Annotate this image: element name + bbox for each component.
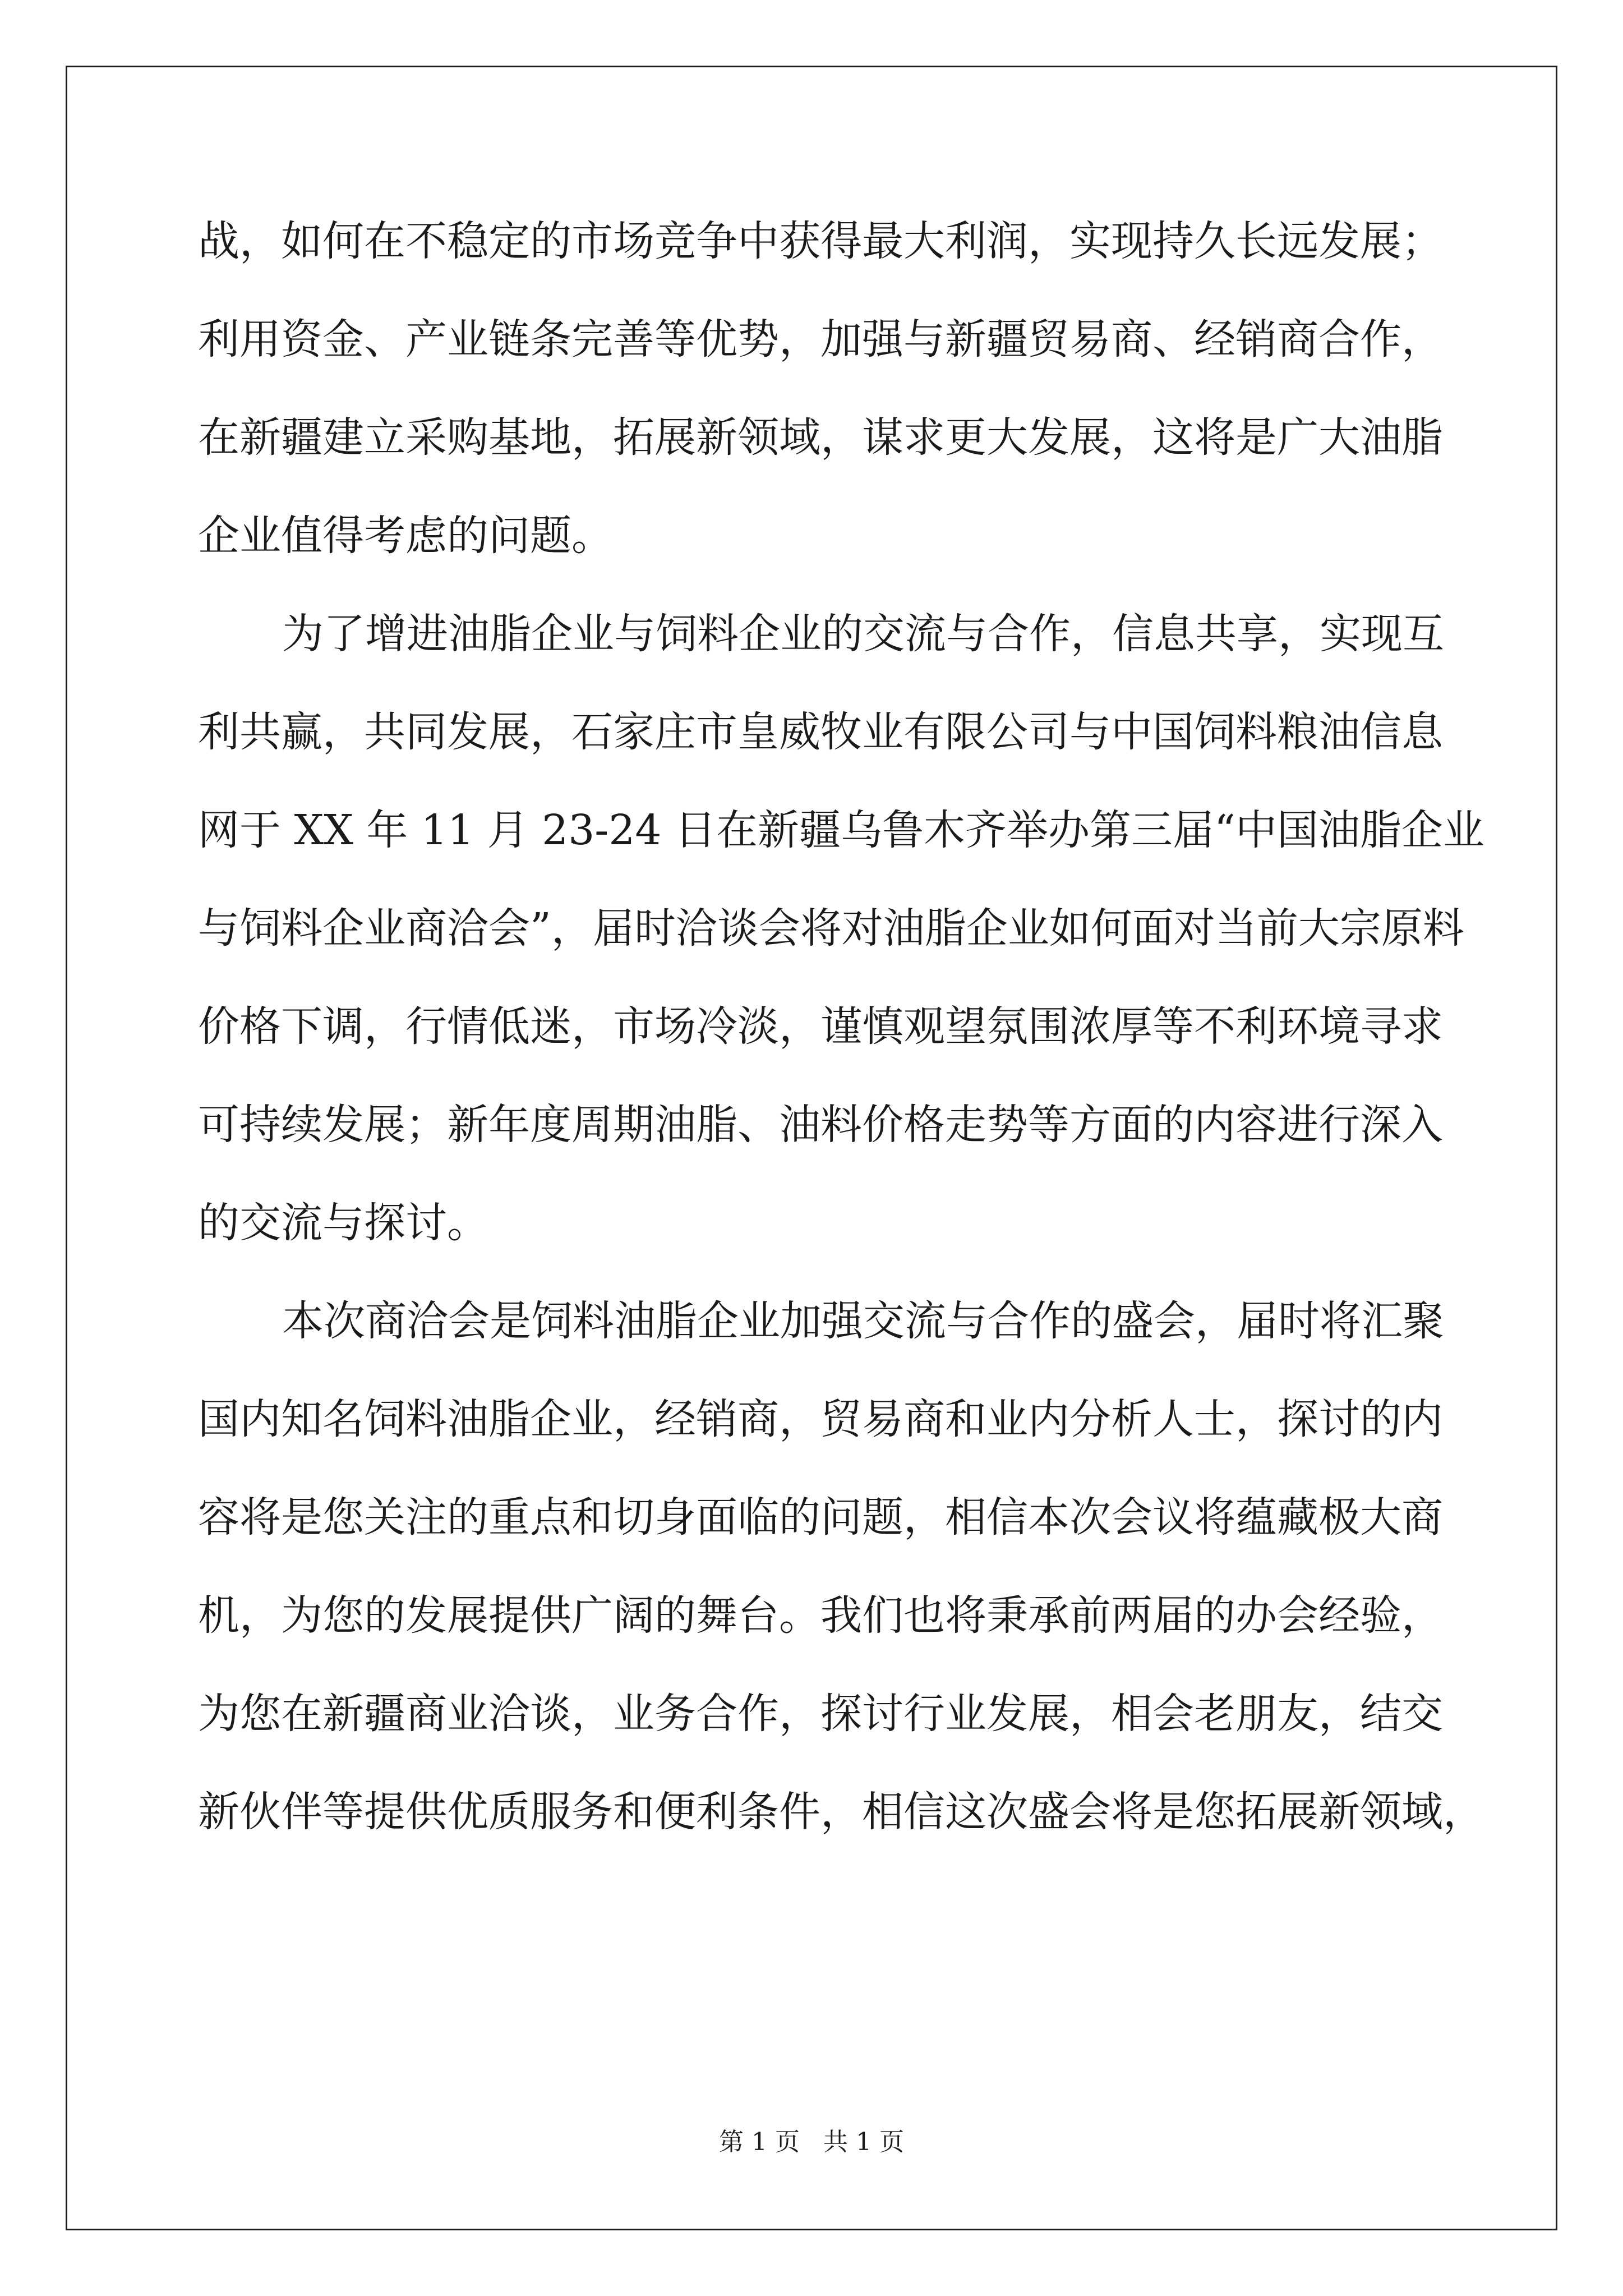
text-line: 战，如何在不稳定的市场竞争中获得最大利润，实现持久长远发展；	[198, 217, 1443, 265]
text-line: 为了增进油脂企业与饲料企业的交流与合作，信息共享，实现互	[282, 610, 1444, 658]
text-line: 为您在新疆商业洽谈，业务合作，探讨行业发展，相会老朋友，结交	[198, 1690, 1443, 1738]
paragraph-1	[198, 213, 1443, 606]
text-line: 企业值得考虑的问题。	[198, 512, 613, 560]
text-line: 价格下调，行情低迷，市场冷淡，谨慎观望氛围浓厚等不利环境寻求	[198, 1002, 1443, 1051]
paragraph-3	[198, 1293, 1484, 1882]
text-line: 利用资金、产业链条完善等优势，加强与新疆贸易商、经销商合作，	[198, 315, 1443, 364]
text-line: 可持续发展；新年度周期油脂、油料价格走势等方面的内容进行深入	[198, 1101, 1443, 1149]
text-line: 与饲料企业商洽会”，届时洽谈会将对油脂企业如何面对当前大宗原料	[198, 904, 1464, 953]
paragraph-2	[198, 606, 1484, 1293]
document-body	[198, 213, 1484, 1882]
page-footer: 第 1 页 共 1 页	[719, 2128, 904, 2156]
text-line: 容将是您关注的重点和切身面临的问题，相信本次会议将蕴藏极大商	[198, 1493, 1443, 1542]
text-line: 利共赢，共同发展，石家庄市皇威牧业有限公司与中国饲料粮油信息	[198, 708, 1443, 756]
text-line: 本次商洽会是饲料油脂企业加强交流与合作的盛会，届时将汇聚	[282, 1297, 1444, 1345]
text-line: 新伙伴等提供优质服务和便利条件，相信这次盛会将是您拓展新领域，	[198, 1788, 1484, 1836]
text-line: 在新疆建立采购基地，拓展新领域，谋求更大发展，这将是广大油脂	[198, 413, 1443, 462]
text-line: 的交流与探讨。	[198, 1199, 488, 1247]
text-line: 机，为您的发展提供广阔的舞台。我们也将秉承前两届的办会经验，	[198, 1591, 1443, 1640]
text-line: 网于 XX 年 11 月 23-24 日在新疆乌鲁木齐举办第三届“中国油脂企业	[198, 806, 1484, 854]
text-line: 国内知名饲料油脂企业，经销商，贸易商和业内分析人士，探讨的内	[198, 1395, 1443, 1443]
